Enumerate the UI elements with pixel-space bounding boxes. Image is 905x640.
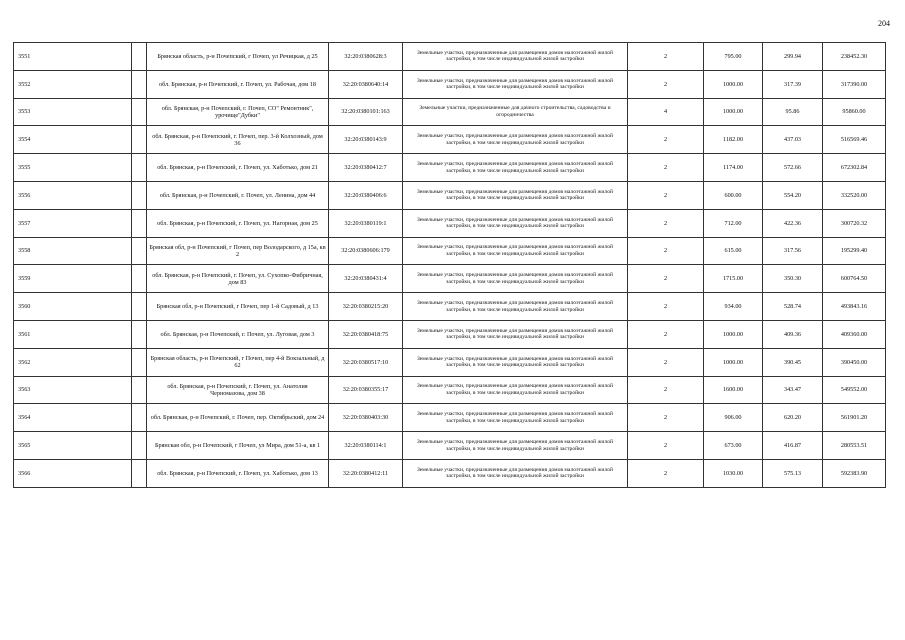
unit-value-cell: 299.94	[763, 43, 823, 71]
land-use-cell: Земельные участки, предназначенные для размещения домов малоэтажной жилой застройки, в том числе индивидуальной жилой застройки	[403, 237, 628, 265]
unit-value-cell: 390.45	[763, 348, 823, 376]
blank-cell	[132, 209, 147, 237]
area-cell: 600.00	[704, 181, 763, 209]
unit-value-cell: 575.13	[763, 459, 823, 487]
cadastral-value-cell: 672302.84	[823, 154, 886, 182]
row-number-cell: 3563	[14, 376, 132, 404]
address-cell: обл. Брянская, р-н Почепский, г. Почеп, ул. Нагорная, дом 25	[147, 209, 329, 237]
area-cell: 1174.00	[704, 154, 763, 182]
group-cell: 2	[628, 320, 704, 348]
cadastral-number-cell: 32:20:0380640:14	[329, 70, 403, 98]
area-cell: 795.00	[704, 43, 763, 71]
cadastral-number-cell: 32:20:0380114:1	[329, 432, 403, 460]
group-cell: 2	[628, 293, 704, 321]
land-use-cell: Земельные участки, предназначенные для размещения домов малоэтажной жилой застройки, в том числе индивидуальной жилой застройки	[403, 404, 628, 432]
cadastral-number-cell: 32:20:0380215:20	[329, 293, 403, 321]
group-cell: 2	[628, 237, 704, 265]
area-cell: 673.00	[704, 432, 763, 460]
group-cell: 2	[628, 376, 704, 404]
blank-cell	[132, 348, 147, 376]
area-cell: 1182.00	[704, 126, 763, 154]
cadastral-value-cell: 600764.50	[823, 265, 886, 293]
row-number-cell: 3555	[14, 154, 132, 182]
cadastral-value-cell: 516569.46	[823, 126, 886, 154]
cadastral-number-cell: 32:20:0380628:3	[329, 43, 403, 71]
cadastral-number-cell: 32:20:0380101:163	[329, 98, 403, 126]
address-cell: Брянская обл, р-н Почепский, г Почеп, пер Володарского, д 15а, кв 2	[147, 237, 329, 265]
cadastral-number-cell: 32:20:0380517:10	[329, 348, 403, 376]
cadastral-value-cell: 280553.51	[823, 432, 886, 460]
cadastral-number-cell: 32:20:0380431:4	[329, 265, 403, 293]
row-number-cell: 3552	[14, 70, 132, 98]
blank-cell	[132, 459, 147, 487]
group-cell: 2	[628, 70, 704, 98]
address-cell: обл. Брянская, р-н Почепский, г. Почеп, ул. Сухопко-Фибричная, дом 83	[147, 265, 329, 293]
unit-value-cell: 409.36	[763, 320, 823, 348]
table-row	[14, 376, 886, 404]
cadastral-registry-table	[13, 42, 886, 488]
address-cell: обл. Брянская, р-н Почепский, г. Почеп, пер. 3-й Колхозный, дом 36	[147, 126, 329, 154]
cadastral-number-cell: 32:20:0380606:179	[329, 237, 403, 265]
cadastral-number-cell: 32:20:0380406:6	[329, 181, 403, 209]
land-use-cell: Земельные участки, предназначенные для размещения домов малоэтажной жилой застройки, в том числе индивидуальной жилой застройки	[403, 265, 628, 293]
unit-value-cell: 317.39	[763, 70, 823, 98]
table-row	[14, 98, 886, 126]
blank-cell	[132, 432, 147, 460]
table-row	[14, 237, 886, 265]
land-use-cell: Земельные участки, предназначенные для размещения домов малоэтажной жилой застройки, в том числе индивидуальной жилой застройки	[403, 181, 628, 209]
table-row	[14, 209, 886, 237]
cadastral-value-cell: 238452.30	[823, 43, 886, 71]
table-row	[14, 432, 886, 460]
cadastral-number-cell: 32:20:0380412:11	[329, 459, 403, 487]
land-use-cell: Земельные участки, предназначенные для размещения домов малоэтажной жилой застройки, в том числе индивидуальной жилой застройки	[403, 126, 628, 154]
blank-cell	[132, 376, 147, 404]
table-row	[14, 126, 886, 154]
table-row	[14, 348, 886, 376]
group-cell: 4	[628, 98, 704, 126]
blank-cell	[132, 70, 147, 98]
group-cell: 2	[628, 181, 704, 209]
group-cell: 2	[628, 459, 704, 487]
row-number-cell: 3562	[14, 348, 132, 376]
group-cell: 2	[628, 348, 704, 376]
row-number-cell: 3565	[14, 432, 132, 460]
unit-value-cell: 343.47	[763, 376, 823, 404]
unit-value-cell: 422.36	[763, 209, 823, 237]
address-cell: Брянская обл, р-н Почепский, г Почеп, ул Мира, дом 51-а, кв 1	[147, 432, 329, 460]
unit-value-cell: 350.30	[763, 265, 823, 293]
land-use-cell: Земельные участки, предназначенные для размещения домов малоэтажной жилой застройки, в том числе индивидуальной жилой застройки	[403, 376, 628, 404]
blank-cell	[132, 43, 147, 71]
address-cell: обл. Брянская, р-н Почепский, г. Почеп, ул. Рабочая, дом 18	[147, 70, 329, 98]
land-use-cell: Земельные участки, предназначенные для размещения домов малоэтажной жилой застройки, в том числе индивидуальной жилой застройки	[403, 70, 628, 98]
group-cell: 2	[628, 154, 704, 182]
cadastral-number-cell: 32:20:0380403:30	[329, 404, 403, 432]
cadastral-value-cell: 592383.90	[823, 459, 886, 487]
area-cell: 615.00	[704, 237, 763, 265]
land-use-cell: Земельные участки, предназначенные для дачного строительства, садоводства и огородничества	[403, 98, 628, 126]
unit-value-cell: 437.03	[763, 126, 823, 154]
cadastral-value-cell: 549552.00	[823, 376, 886, 404]
cadastral-number-cell: 32:20:0380143:9	[329, 126, 403, 154]
row-number-cell: 3561	[14, 320, 132, 348]
area-cell: 1000.00	[704, 348, 763, 376]
address-cell: обл. Брянская, р-н Почепский, г. Почеп, ул. Луговая, дом 3	[147, 320, 329, 348]
row-number-cell: 3564	[14, 404, 132, 432]
unit-value-cell: 620.20	[763, 404, 823, 432]
row-number-cell: 3559	[14, 265, 132, 293]
area-cell: 906.00	[704, 404, 763, 432]
cadastral-value-cell: 493843.16	[823, 293, 886, 321]
address-cell: обл. Брянская, р-н Почепский, г. Почеп, СО" Ремонтник", урочище"Дубки"	[147, 98, 329, 126]
land-use-cell: Земельные участки, предназначенные для размещения домов малоэтажной жилой застройки, в том числе индивидуальной жилой застройки	[403, 43, 628, 71]
group-cell: 2	[628, 404, 704, 432]
table-body	[14, 43, 886, 488]
cadastral-number-cell: 32:20:0380119:1	[329, 209, 403, 237]
area-cell: 1715.00	[704, 265, 763, 293]
table-row	[14, 293, 886, 321]
address-cell: Брянская обл, р-н Почепский, г Почеп, пер 1-й Садовый, д 13	[147, 293, 329, 321]
area-cell: 712.00	[704, 209, 763, 237]
address-cell: обл. Брянская, р-н Почепский, г. Почеп, пер. Октябрьский, дом 24	[147, 404, 329, 432]
cadastral-value-cell: 195299.40	[823, 237, 886, 265]
table-row	[14, 404, 886, 432]
area-cell: 1000.00	[704, 70, 763, 98]
table-row	[14, 70, 886, 98]
land-use-cell: Земельные участки, предназначенные для размещения домов малоэтажной жилой застройки, в том числе индивидуальной жилой застройки	[403, 209, 628, 237]
cadastral-number-cell: 32:20:0380412:7	[329, 154, 403, 182]
address-cell: Брянская область, р-н Почепский, г Почеп, ул Речицкая, д 25	[147, 43, 329, 71]
address-cell: обл. Брянская, р-н Почепский, г. Почеп, ул. Анатолия Черномазова, дом 38	[147, 376, 329, 404]
blank-cell	[132, 265, 147, 293]
land-use-cell: Земельные участки, предназначенные для размещения домов малоэтажной жилой застройки, в том числе индивидуальной жилой застройки	[403, 348, 628, 376]
blank-cell	[132, 98, 147, 126]
cadastral-value-cell: 300720.32	[823, 209, 886, 237]
unit-value-cell: 572.66	[763, 154, 823, 182]
table-row	[14, 320, 886, 348]
table-row	[14, 43, 886, 71]
row-number-cell: 3558	[14, 237, 132, 265]
area-cell: 1030.00	[704, 459, 763, 487]
cadastral-value-cell: 409360.00	[823, 320, 886, 348]
address-cell: Брянская область, р-н Почепский, г Почеп, пер 4-й Вокзальный, д 62	[147, 348, 329, 376]
cadastral-number-cell: 32:20:0380418:75	[329, 320, 403, 348]
area-cell: 1000.00	[704, 320, 763, 348]
group-cell: 2	[628, 209, 704, 237]
table-row	[14, 154, 886, 182]
table-row	[14, 459, 886, 487]
row-number-cell: 3557	[14, 209, 132, 237]
area-cell: 1000.00	[704, 98, 763, 126]
cadastral-number-cell: 32:20:0380355:17	[329, 376, 403, 404]
blank-cell	[132, 126, 147, 154]
unit-value-cell: 317.56	[763, 237, 823, 265]
row-number-cell: 3556	[14, 181, 132, 209]
unit-value-cell: 95.86	[763, 98, 823, 126]
land-use-cell: Земельные участки, предназначенные для размещения домов малоэтажной жилой застройки, в том числе индивидуальной жилой застройки	[403, 320, 628, 348]
area-cell: 1600.00	[704, 376, 763, 404]
cadastral-value-cell: 390450.00	[823, 348, 886, 376]
land-use-cell: Земельные участки, предназначенные для размещения домов малоэтажной жилой застройки, в том числе индивидуальной жилой застройки	[403, 154, 628, 182]
area-cell: 934.00	[704, 293, 763, 321]
land-use-cell: Земельные участки, предназначенные для размещения домов малоэтажной жилой застройки, в том числе индивидуальной жилой застройки	[403, 293, 628, 321]
table-row	[14, 181, 886, 209]
group-cell: 2	[628, 432, 704, 460]
unit-value-cell: 528.74	[763, 293, 823, 321]
row-number-cell: 3554	[14, 126, 132, 154]
blank-cell	[132, 404, 147, 432]
land-use-cell: Земельные участки, предназначенные для размещения домов малоэтажной жилой застройки, в том числе индивидуальной жилой застройки	[403, 432, 628, 460]
blank-cell	[132, 154, 147, 182]
blank-cell	[132, 293, 147, 321]
group-cell: 2	[628, 265, 704, 293]
unit-value-cell: 554.20	[763, 181, 823, 209]
land-use-cell: Земельные участки, предназначенные для размещения домов малоэтажной жилой застройки, в том числе индивидуальной жилой застройки	[403, 459, 628, 487]
blank-cell	[132, 237, 147, 265]
blank-cell	[132, 320, 147, 348]
row-number-cell: 3553	[14, 98, 132, 126]
address-cell: обл. Брянская, р-н Почепский, г. Почеп, ул. Хаботько, дом 21	[147, 154, 329, 182]
table-row	[14, 265, 886, 293]
page-number: 204	[878, 19, 890, 28]
cadastral-value-cell: 561901.20	[823, 404, 886, 432]
cadastral-value-cell: 332520.00	[823, 181, 886, 209]
row-number-cell: 3560	[14, 293, 132, 321]
blank-cell	[132, 181, 147, 209]
group-cell: 2	[628, 43, 704, 71]
unit-value-cell: 416.87	[763, 432, 823, 460]
row-number-cell: 3566	[14, 459, 132, 487]
group-cell: 2	[628, 126, 704, 154]
address-cell: обл. Брянская, р-н Почепский, г. Почеп, ул. Ленина, дом 44	[147, 181, 329, 209]
row-number-cell: 3551	[14, 43, 132, 71]
address-cell: обл. Брянская, р-н Почепский, г. Почеп, ул. Хаботько, дом 13	[147, 459, 329, 487]
cadastral-value-cell: 317390.00	[823, 70, 886, 98]
cadastral-value-cell: 95860.00	[823, 98, 886, 126]
